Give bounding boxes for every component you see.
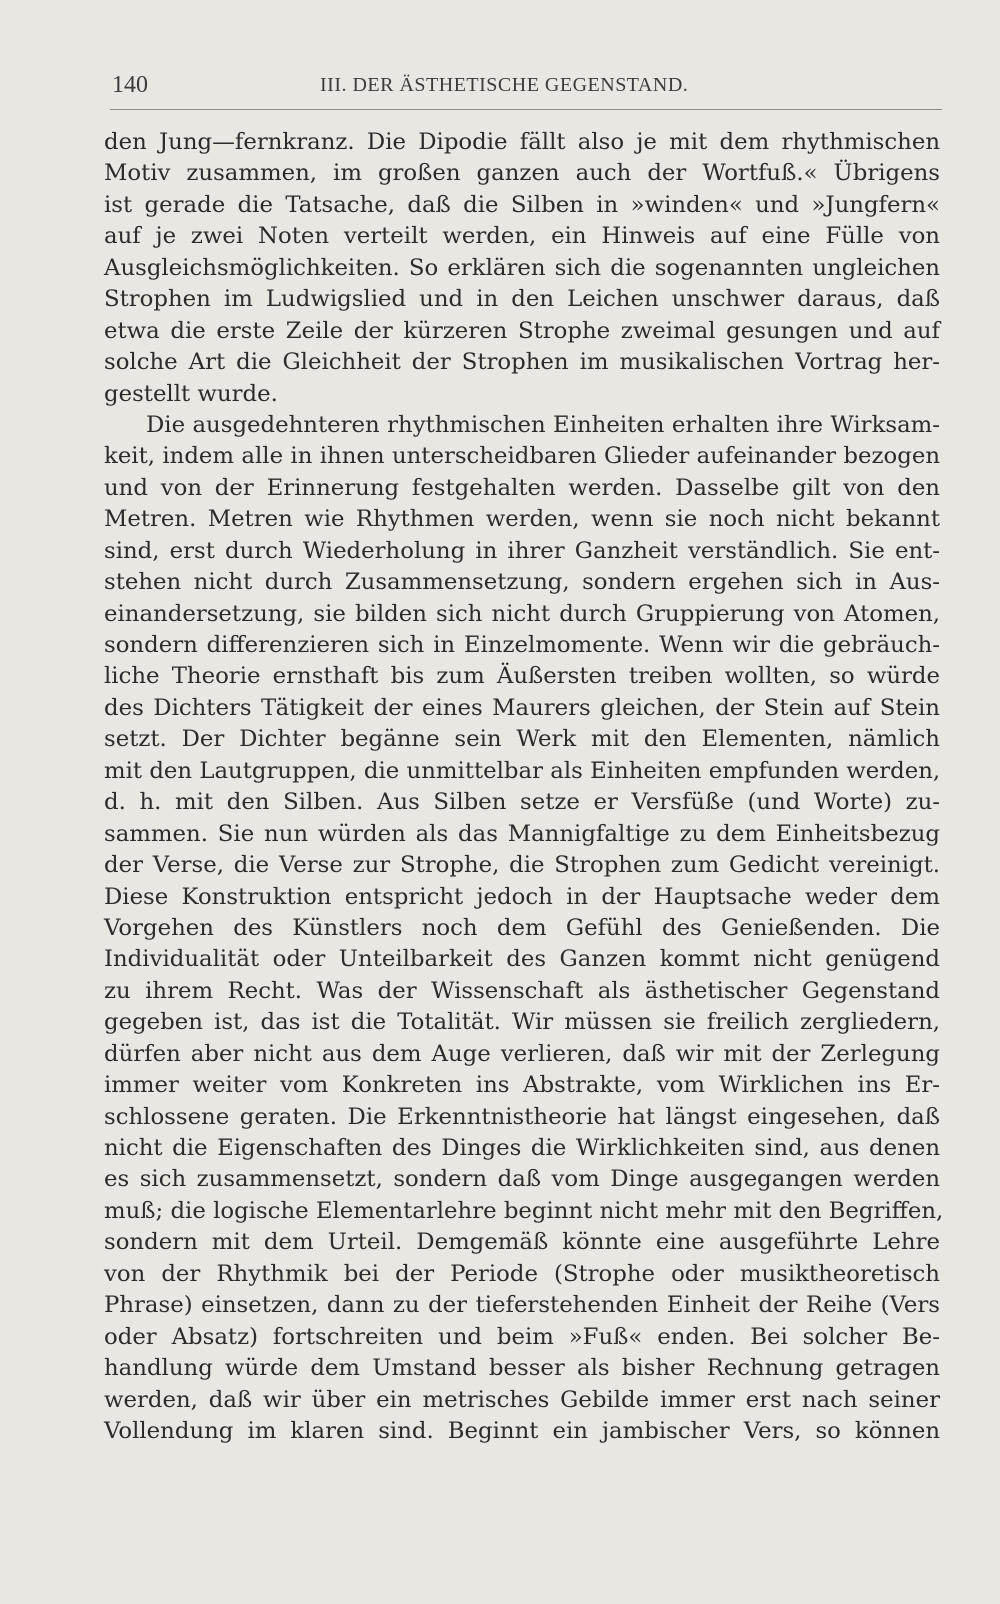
- text-line: mit den Lautgruppen, die unmittelbar als Einheiten empfunden werden,: [104, 757, 941, 784]
- text-line: der Verse, die Verse zur Strophe, die Strophen zum Gedicht vereinigt.: [104, 852, 940, 879]
- text-line: sondern differenzieren sich in Einzelmomente. Wenn wir die gebräuch-: [104, 632, 940, 658]
- text-line: es sich zusammensetzt, sondern daß vom Dinge ausgegangen werden: [104, 1166, 940, 1193]
- text-line: Ausgleichsmöglichkeiten. So erklären sich die sogenannten ungleichen: [104, 254, 940, 281]
- text-line: sind, erst durch Wiederholung in ihrer Ganzheit verständlich. Sie ent-: [104, 537, 940, 564]
- text-line: schlossene geraten. Die Erkenntnistheorie hat längst eingesehen, daß: [104, 1103, 940, 1130]
- text-line: d. h. mit den Silben. Aus Silben setze er Versfüße (und Worte) zu-: [104, 789, 940, 816]
- text-line: gestellt wurde.: [104, 380, 278, 407]
- page-header: [112, 72, 940, 102]
- text-line: werden, daß wir über ein metrisches Gebilde immer erst nach seiner: [104, 1386, 940, 1413]
- text-line: Individualität oder Unteilbarkeit des Ganzen kommt nicht genügend: [104, 946, 940, 973]
- text-line: oder Absatz) fortschreiten und beim »Fuß« enden. Bei solcher Be-: [104, 1323, 940, 1350]
- text-line: Vollendung im klaren sind. Beginnt ein jambischer Vers, so können: [104, 1417, 940, 1444]
- text-line: Diese Konstruktion entspricht jedoch in der Hauptsache weder dem: [104, 883, 940, 910]
- text-line: keit, indem alle in ihnen unterscheidbaren Glieder aufeinander bezogen: [104, 443, 940, 470]
- text-line: sondern mit dem Urteil. Demgemäß könnte eine ausgeführte Lehre: [104, 1229, 940, 1256]
- running-title: III. DER ÄSTHETISCHE GEGENSTAND.: [320, 74, 689, 96]
- body-text: [104, 127, 944, 1447]
- text-line: ist gerade die Tatsache, daß die Silben in »winden« und »Jungfern«: [104, 191, 940, 218]
- text-line: Vorgehen des Künstlers noch dem Gefühl des Genießenden. Die: [104, 914, 940, 941]
- text-line: Motiv zusammen, im großen ganzen auch der Wortfuß.« Übrigens: [104, 160, 940, 187]
- text-line: Strophen im Ludwigslied und in den Leichen unschwer daraus, daß: [104, 286, 940, 313]
- text-line: nicht die Eigenschaften des Dinges die Wirklichkeiten sind, aus denen: [104, 1135, 940, 1161]
- text-line: auf je zwei Noten verteilt werden, ein Hinweis auf eine Fülle von: [104, 223, 940, 250]
- text-line: immer weiter vom Konkreten ins Abstrakte, vom Wirklichen ins Er-: [104, 1072, 940, 1099]
- text-line: Phrase) einsetzen, dann zu der tieferstehenden Einheit der Reihe (Vers: [104, 1292, 940, 1319]
- text-line: einandersetzung, sie bilden sich nicht durch Gruppierung von Atomen,: [104, 600, 940, 627]
- text-line: handlung würde dem Umstand besser als bisher Rechnung getragen: [104, 1355, 940, 1382]
- text-line: solche Art die Gleichheit der Strophen im musikalischen Vortrag her-: [104, 349, 940, 376]
- text-line: gegeben ist, das ist die Totalität. Wir müssen sie freilich zergliedern,: [104, 1009, 940, 1036]
- header-rule: [110, 109, 942, 110]
- text-line: dürfen aber nicht aus dem Auge verlieren, daß wir mit der Zerlegung: [104, 1040, 940, 1067]
- text-line: muß; die logische Elementarlehre beginnt nicht mehr mit den Begriffen,: [104, 1197, 944, 1224]
- text-line: den Jung—fernkranz. Die Dipodie fällt also je mit dem rhythmischen: [104, 129, 940, 155]
- text-line: von der Rhythmik bei der Periode (Strophe oder musiktheoretisch: [104, 1260, 940, 1287]
- text-line: des Dichters Tätigkeit der eines Maurers gleichen, der Stein auf Stein: [104, 694, 940, 721]
- paragraph-start-line: Die ausgedehnteren rhythmischen Einheiten erhalten ihre Wirksam-: [146, 411, 940, 438]
- text-line: stehen nicht durch Zusammensetzung, sondern ergehen sich in Aus-: [104, 569, 940, 596]
- text-line: etwa die erste Zeile der kürzeren Strophe zweimal gesungen und auf: [104, 317, 940, 344]
- text-line: sammen. Sie nun würden als das Mannigfaltige zu dem Einheitsbezug: [104, 820, 940, 847]
- page-number: 140: [112, 72, 148, 98]
- text-line: setzt. Der Dichter begänne sein Werk mit den Elementen, nämlich: [104, 726, 940, 753]
- text-line: zu ihrem Recht. Was der Wissenschaft als ästhetischer Gegenstand: [104, 977, 940, 1004]
- text-line: liche Theorie ernsthaft bis zum Äußersten treiben wollten, so würde: [104, 663, 940, 690]
- text-line: und von der Erinnerung festgehalten werden. Dasselbe gilt von den: [104, 474, 940, 501]
- text-line: Metren. Metren wie Rhythmen werden, wenn sie noch nicht bekannt: [104, 506, 940, 533]
